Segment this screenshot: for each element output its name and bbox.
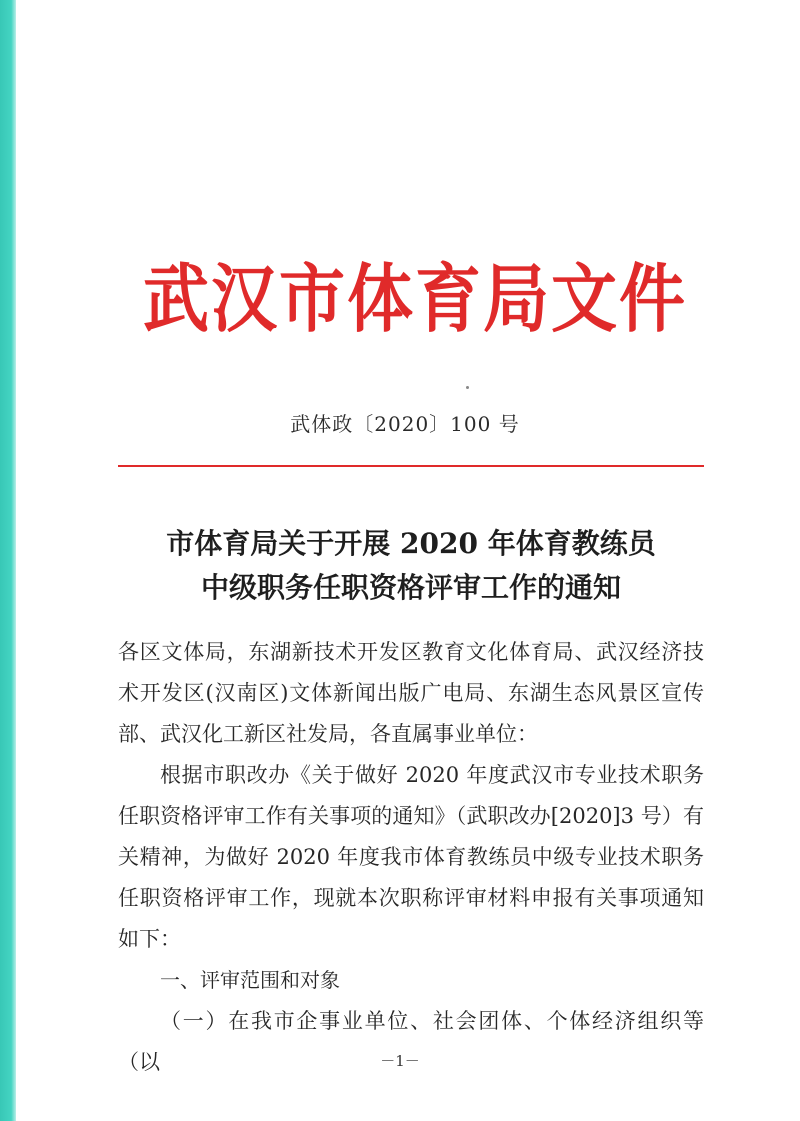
list-item-1: （一）在我市企事业单位、社会团体、个体经济组织等（以: [118, 1009, 704, 1074]
document-masthead: 武汉市体育局文件: [143, 256, 687, 343]
recipients-paragraph: 各区文体局，东湖新技术开发区教育文化体育局、武汉经济技术开发区(汉南区)文体新闻出版广电局、东湖生态风景区宣传部、武汉化工新区社发局，各直属事业单位：: [118, 640, 704, 746]
page-number: －1－: [380, 1052, 420, 1070]
stray-dot: [466, 386, 469, 389]
edge-stripe: [0, 0, 16, 1121]
document-body: [118, 632, 704, 1083]
document-title: [118, 522, 704, 610]
red-divider-rule: [118, 465, 704, 467]
document-number: 武体政〔2020〕100 号: [290, 412, 520, 436]
document-title-line-2: 中级职务任职资格评审工作的通知: [200, 571, 621, 604]
section-heading-1: 一、评审范围和对象: [160, 968, 340, 992]
body-paragraph-1: 根据市职改办《关于做好 2020 年度武汉市专业技术职务任职资格评审工作有关事项的通知》（武职改办[2020]3 号）有关精神，为做好 2020 年度我市体育教练员中级专业技术职务任职资格评审工作，现就本次职称评审材料申报有关事项通知如下：: [118, 763, 704, 951]
document-title-line-1: 市体育局关于开展 2020 年体育教练员: [166, 527, 656, 560]
